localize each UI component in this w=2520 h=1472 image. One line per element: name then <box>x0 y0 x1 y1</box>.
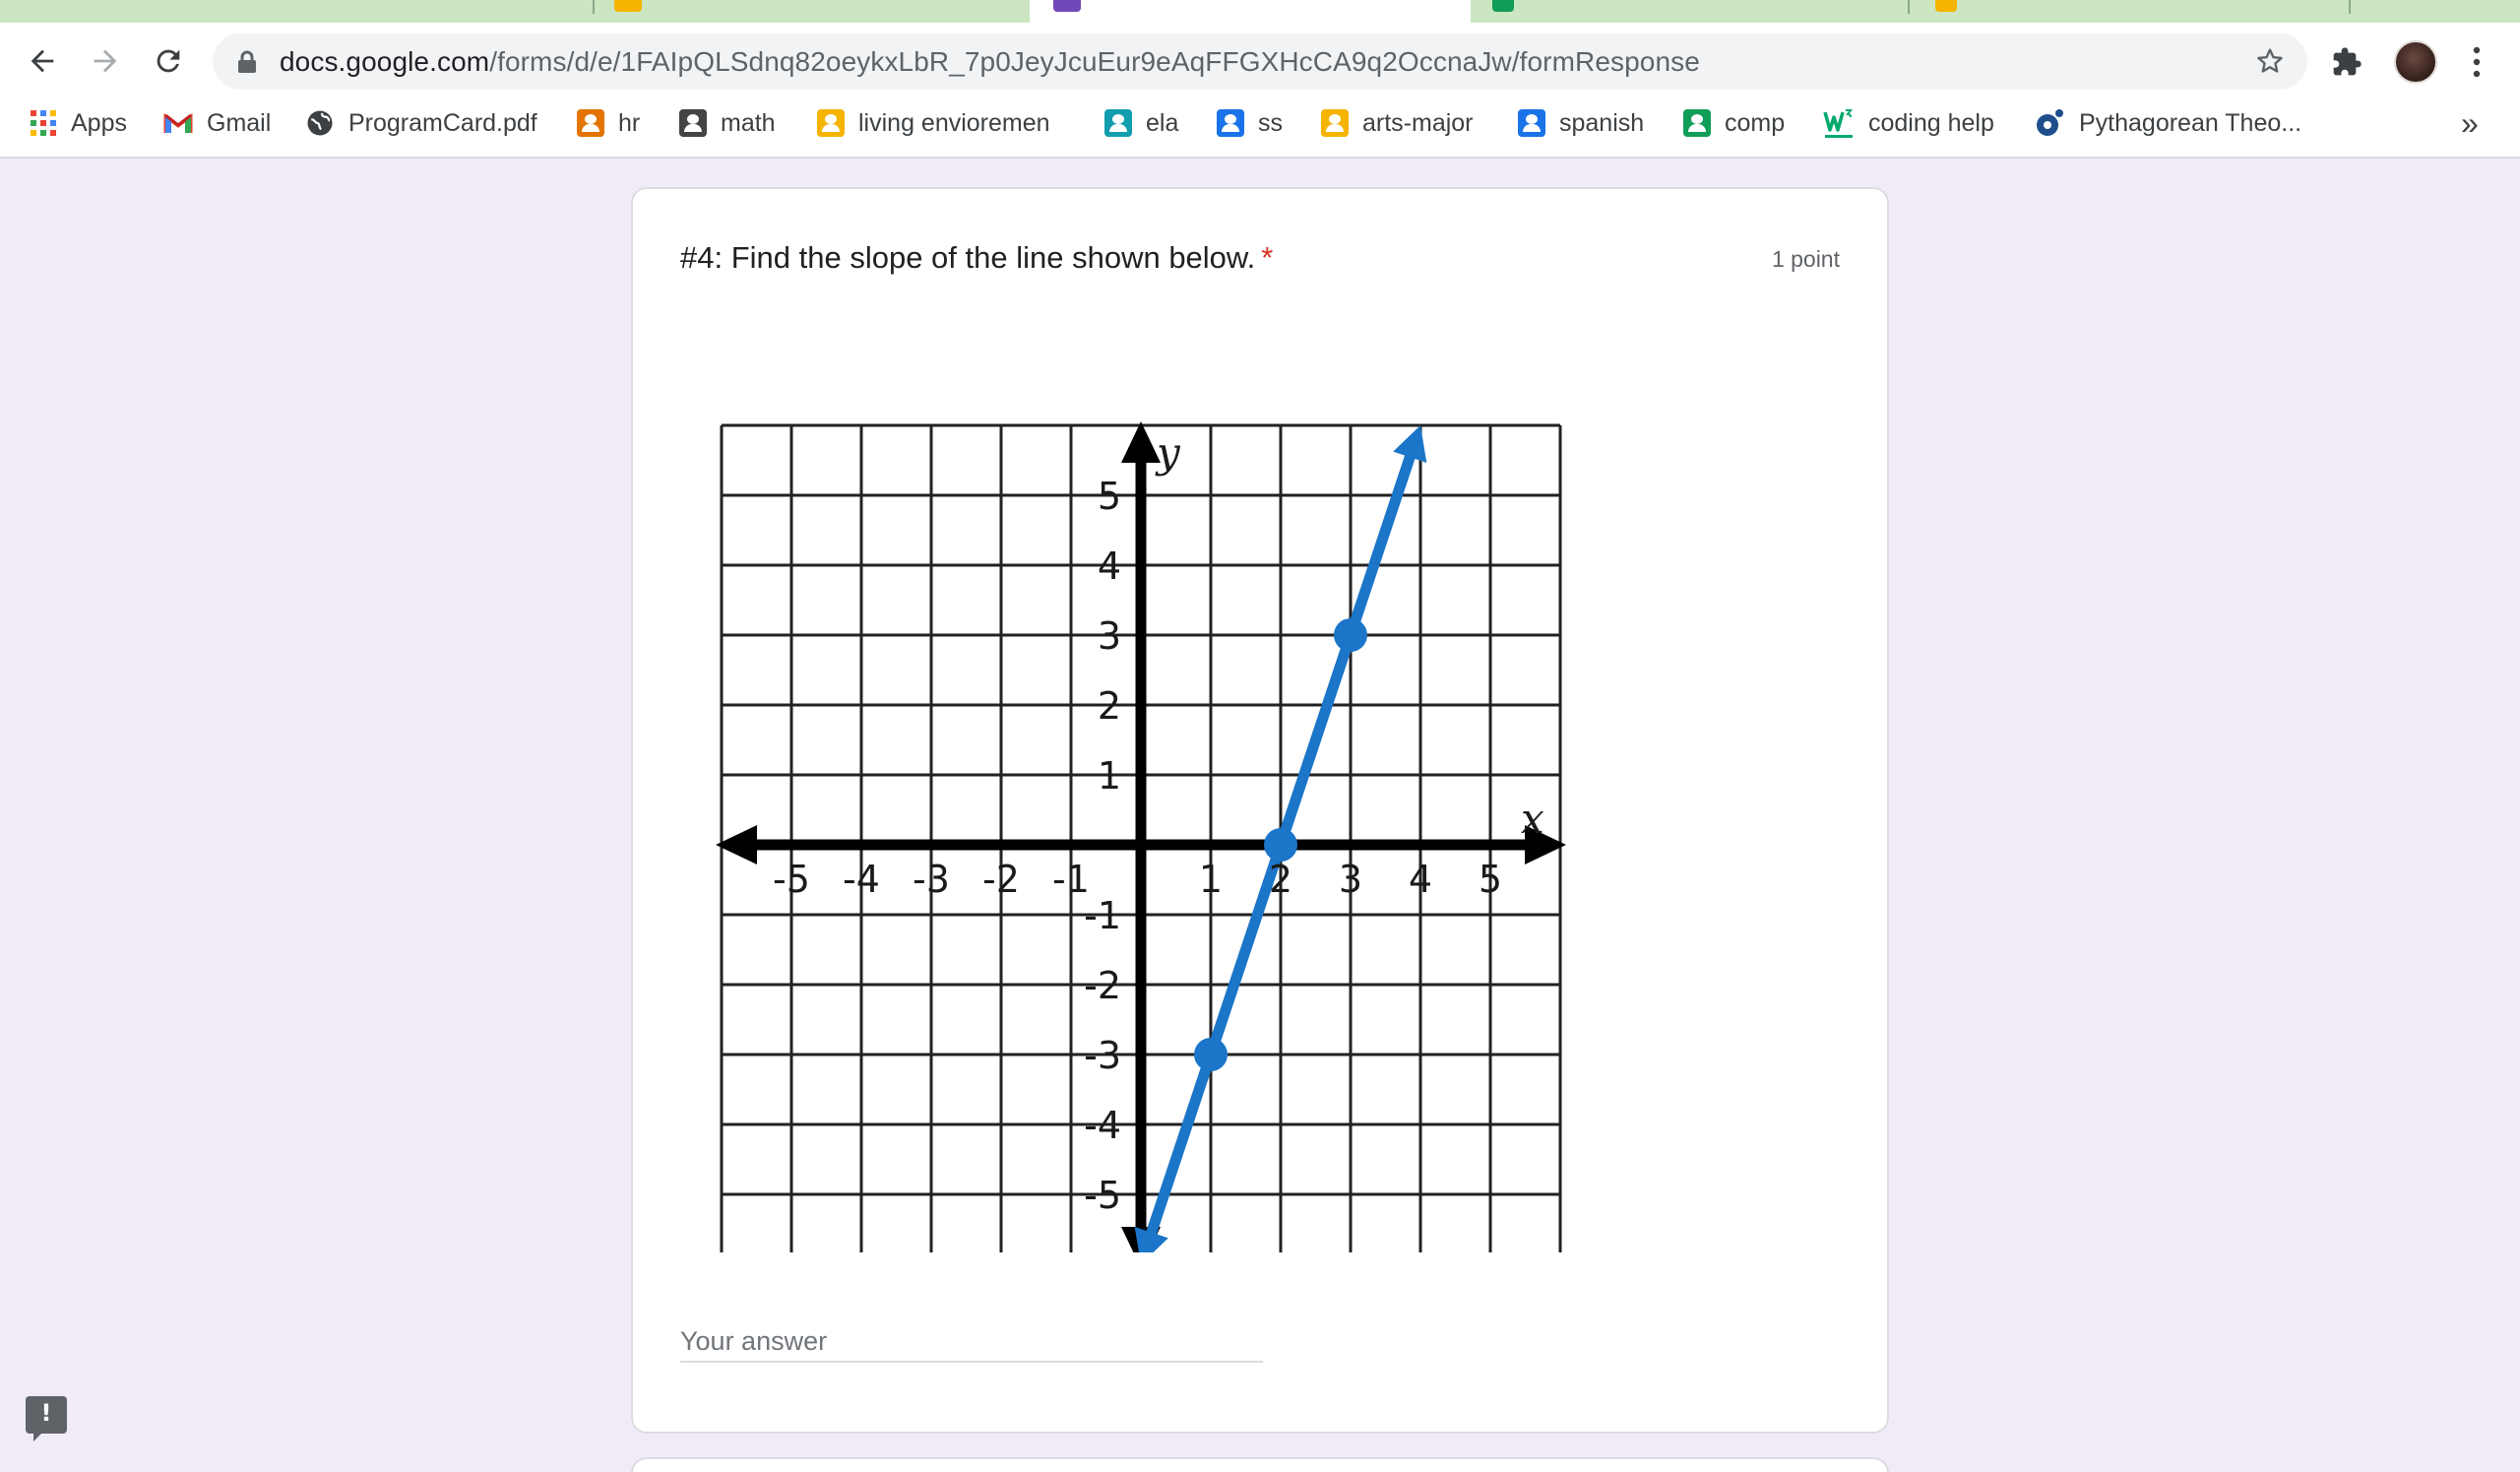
bookmark-label: math <box>721 108 776 137</box>
bookmark-hr[interactable] <box>577 99 640 147</box>
arrow-left-icon <box>26 44 59 78</box>
slides-icon <box>614 0 642 12</box>
tab-active-forms[interactable] <box>1030 0 1471 23</box>
classroom-icon <box>1321 109 1349 137</box>
tab-1[interactable] <box>0 0 591 23</box>
x-tick-label: -4 <box>843 858 880 901</box>
bookmark-coding-help[interactable] <box>1823 99 1994 147</box>
bookmark-label: arts-major <box>1362 108 1474 137</box>
url-path: /forms/d/e/1FAIpQLSdnq82oeykxLbR_7p0JeyJcuEur9eAqFFGXHcCA9q2OccnaJw/formResponse <box>489 46 1700 77</box>
y-axis-arrow-up <box>1121 421 1161 463</box>
bookmark-label: coding help <box>1868 108 1994 137</box>
bookmark-apps[interactable] <box>30 99 127 147</box>
profile-avatar[interactable] <box>2394 40 2437 84</box>
question-title <box>680 240 1273 276</box>
bookmarks-overflow-button[interactable]: » <box>2461 105 2479 141</box>
bookmark-label: Apps <box>71 108 127 137</box>
tab-favicon-icon <box>1935 0 1957 12</box>
x-tick-label: -5 <box>773 858 810 901</box>
bookmark-label: hr <box>618 108 641 137</box>
bookmark-label: ProgramCard.pdf <box>348 108 537 137</box>
url-text <box>280 46 1700 78</box>
line-point <box>1334 618 1367 652</box>
x-tick-label: -3 <box>913 858 950 901</box>
pythagorean-icon <box>2034 107 2065 139</box>
required-asterisk: * <box>1261 240 1274 275</box>
bookmark-label: ela <box>1146 108 1179 137</box>
bookmark-math[interactable] <box>679 99 776 147</box>
url-host: docs.google.com <box>280 46 490 77</box>
bookmark-label: living envioremen <box>858 108 1050 137</box>
x-tick-label: 5 <box>1478 858 1503 901</box>
axes <box>716 421 1566 1252</box>
y-axis-label: y <box>1157 428 1180 477</box>
x-tick-label: 1 <box>1198 858 1224 901</box>
x-tick-label: -1 <box>1052 858 1090 901</box>
classroom-icon <box>1518 109 1545 137</box>
tab-strip <box>0 0 2520 23</box>
next-question-card <box>631 1457 1889 1472</box>
reload-icon <box>152 44 185 78</box>
reload-button[interactable] <box>144 36 193 86</box>
apps-grid-icon <box>30 109 57 137</box>
arrow-right-icon <box>89 44 122 78</box>
y-tick-label: 4 <box>1097 544 1121 588</box>
report-problem-button[interactable]: ! <box>26 1396 67 1434</box>
bookmark-label: comp <box>1725 108 1786 137</box>
w3schools-icon <box>1823 106 1857 140</box>
line-point <box>1194 1038 1228 1071</box>
tick-labels <box>773 428 1544 1217</box>
question-card <box>631 187 1889 1434</box>
sheets-icon <box>1492 0 1514 12</box>
x-tick-label: 4 <box>1408 858 1433 901</box>
bookmark-arts-major[interactable] <box>1321 99 1474 147</box>
x-axis-label: x <box>1521 795 1544 843</box>
classroom-icon <box>1683 109 1711 137</box>
bookmark-gmail[interactable] <box>163 99 271 147</box>
tab-separator <box>1908 0 1910 14</box>
answer-input[interactable] <box>680 1321 1263 1363</box>
back-button[interactable] <box>18 36 67 86</box>
question-text: #4: Find the slope of the line shown below. <box>680 240 1256 275</box>
classroom-icon <box>679 109 707 137</box>
y-tick-label: -1 <box>1084 894 1121 937</box>
address-bar[interactable] <box>213 33 2307 90</box>
classroom-icon <box>1104 109 1132 137</box>
bookmark-pythagorean[interactable] <box>2034 99 2301 147</box>
lock-icon <box>236 50 258 74</box>
y-tick-label: -4 <box>1084 1104 1121 1147</box>
bookmark-label: Gmail <box>207 108 272 137</box>
bookmark-ela[interactable] <box>1104 99 1178 147</box>
bookmarks-bar <box>0 99 2520 159</box>
tab-separator <box>2349 0 2351 14</box>
globe-icon <box>305 108 335 138</box>
gmail-icon <box>163 111 193 135</box>
bookmark-label: Pythagorean Theo... <box>2079 108 2302 137</box>
x-tick-label: 2 <box>1268 858 1293 901</box>
y-tick-label: 2 <box>1097 684 1121 728</box>
bookmark-ss[interactable] <box>1217 99 1283 147</box>
classroom-icon <box>1217 109 1244 137</box>
browser-toolbar <box>0 23 2520 99</box>
bookmark-star-icon[interactable] <box>2254 45 2286 77</box>
classroom-icon <box>577 109 604 137</box>
x-tick-label: -2 <box>982 858 1020 901</box>
extensions-puzzle-icon[interactable] <box>2331 46 2362 78</box>
y-tick-label: 1 <box>1097 754 1121 798</box>
forward-button[interactable] <box>81 36 130 86</box>
forms-icon <box>1053 0 1081 12</box>
tab-separator <box>593 0 595 14</box>
bookmark-living-envioremen[interactable] <box>817 99 1050 147</box>
y-tick-label: 3 <box>1097 614 1121 658</box>
bookmark-comp[interactable] <box>1683 99 1785 147</box>
question-points: 1 point <box>1771 246 1840 272</box>
line-point <box>1264 828 1297 862</box>
classroom-icon <box>817 109 845 137</box>
bookmark-label: spanish <box>1559 108 1645 137</box>
y-tick-label: -2 <box>1084 964 1121 1007</box>
x-tick-label: 3 <box>1338 858 1363 901</box>
more-vert-icon[interactable] <box>2467 42 2487 82</box>
y-tick-label: 5 <box>1097 475 1121 518</box>
y-tick-label: -5 <box>1084 1174 1121 1217</box>
y-tick-label: -3 <box>1084 1034 1121 1077</box>
bookmark-programcard[interactable] <box>305 99 537 147</box>
bookmark-label: ss <box>1258 108 1283 137</box>
bookmark-spanish[interactable] <box>1518 99 1644 147</box>
coordinate-graph-image <box>680 366 1566 1252</box>
